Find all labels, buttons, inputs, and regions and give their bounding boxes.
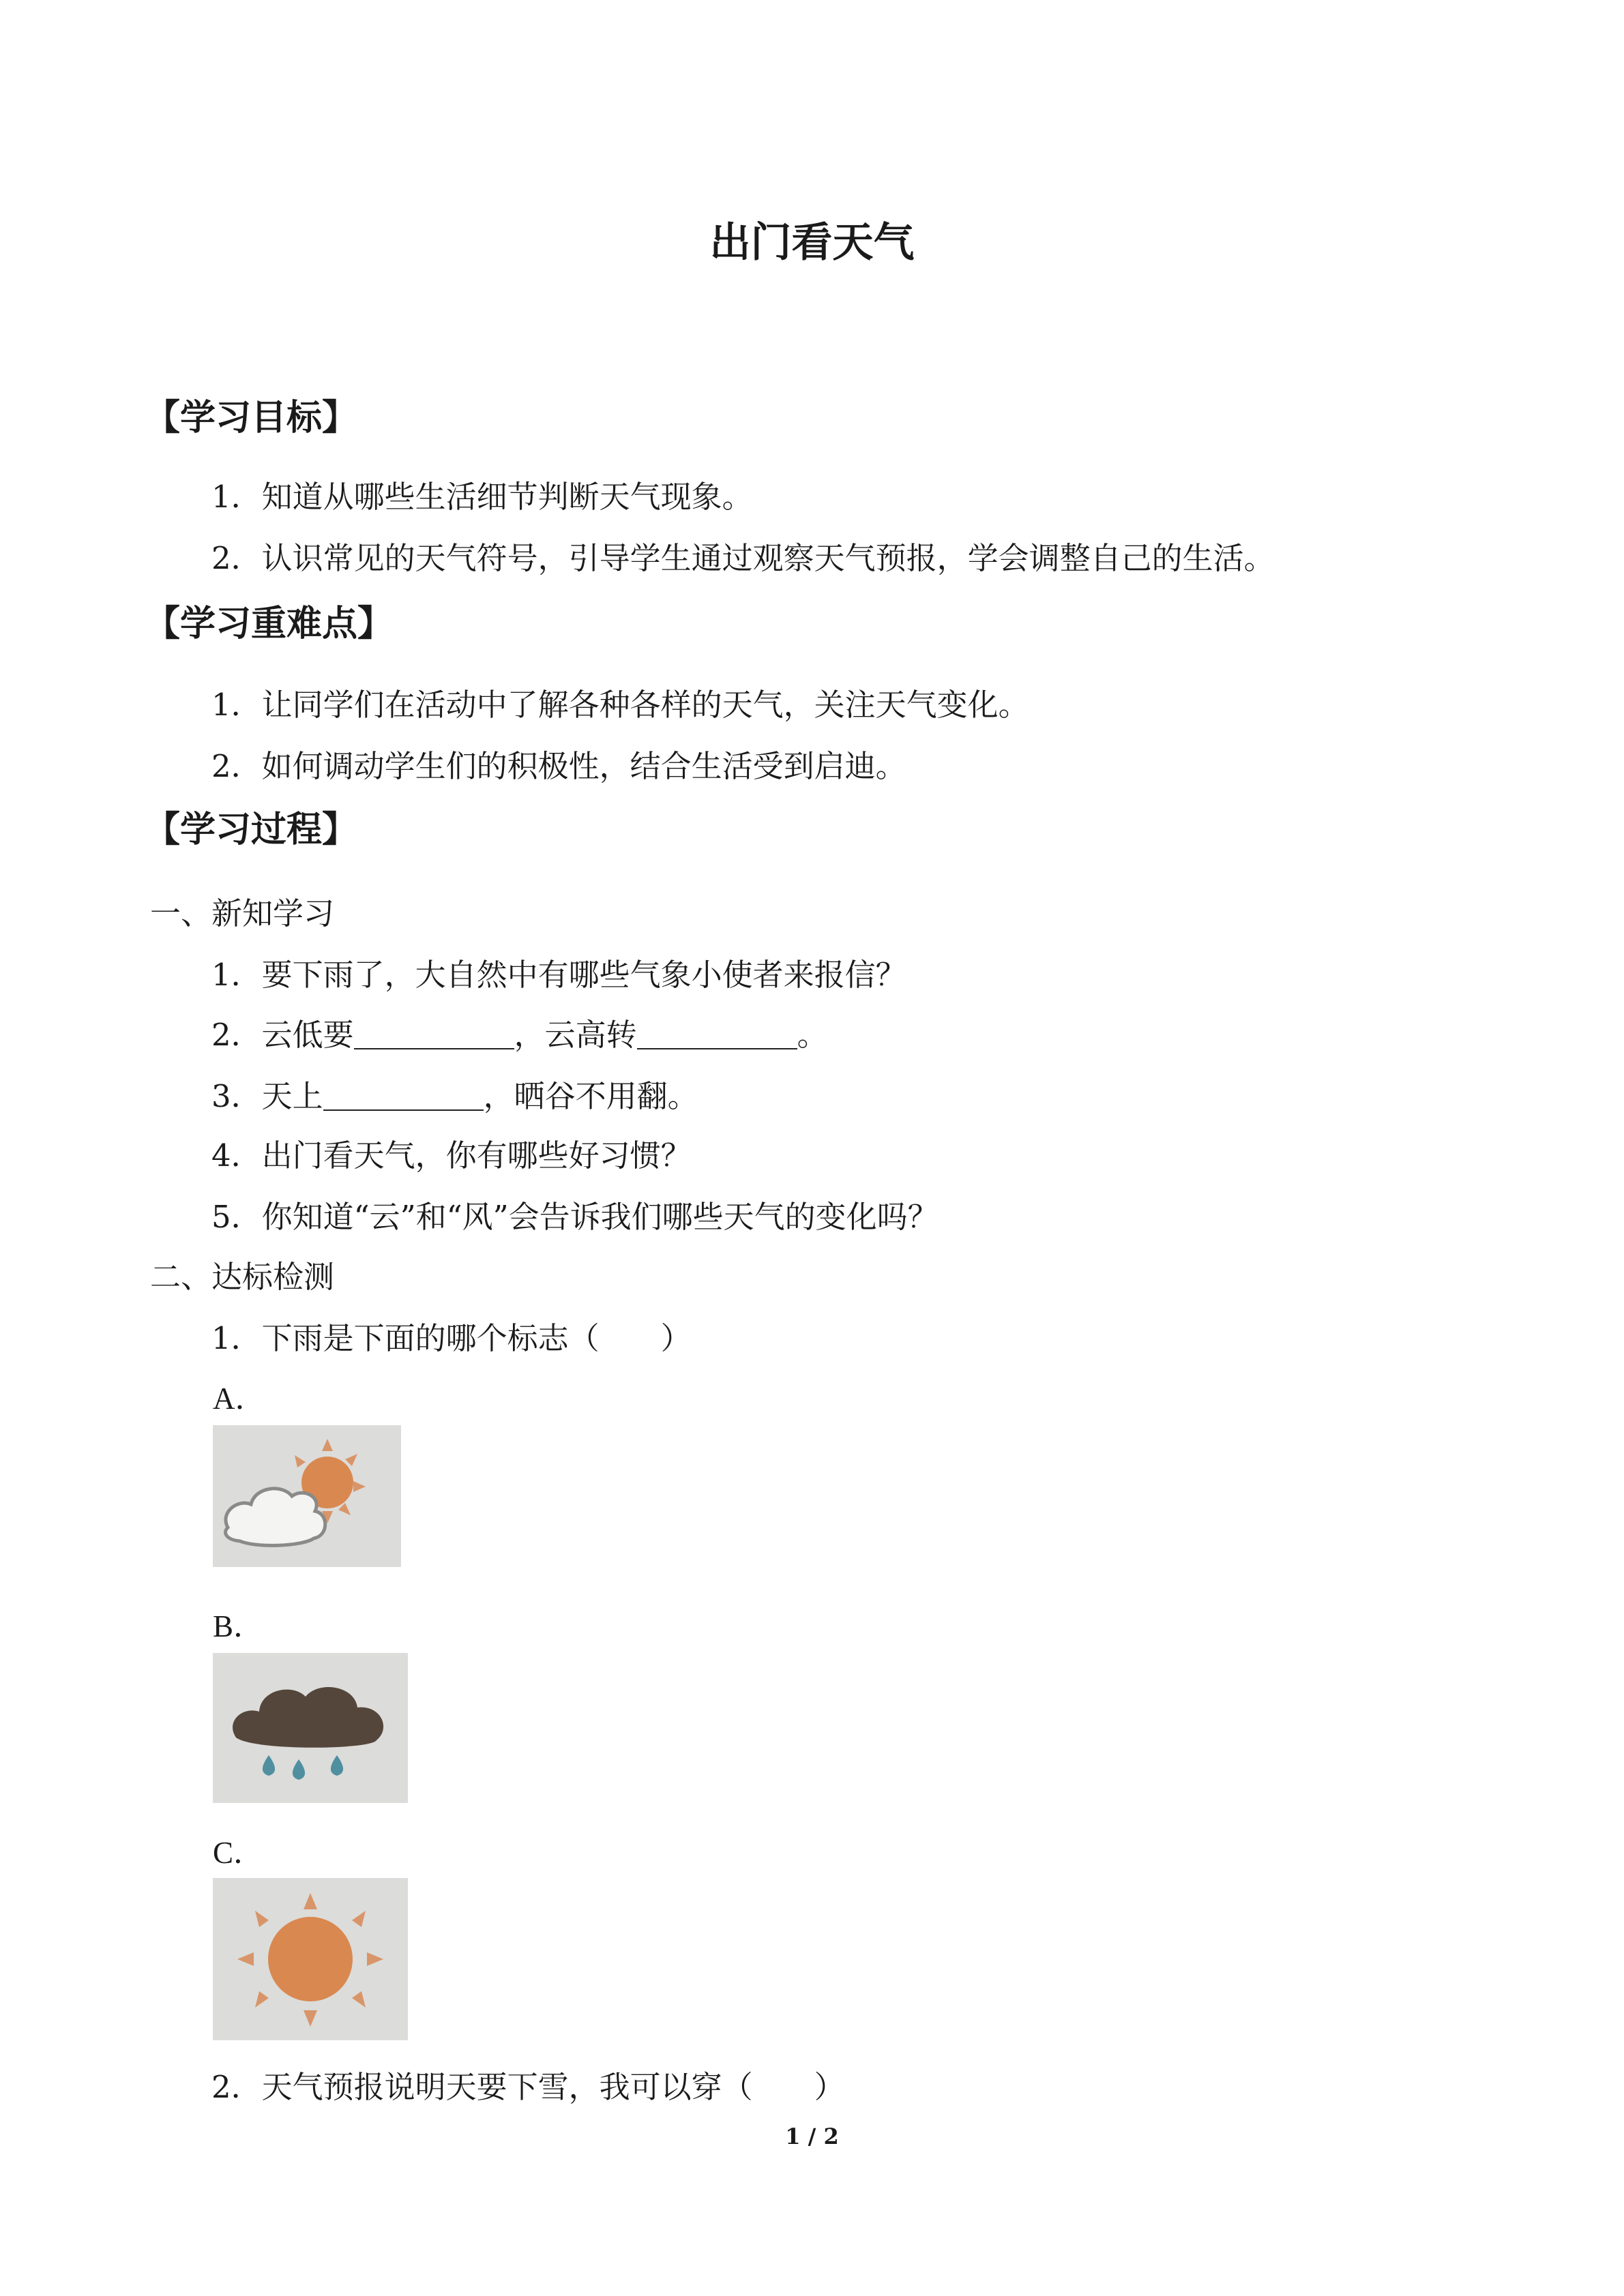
rain-cloud-icon xyxy=(213,1653,408,1803)
page-number: 1 / 2 xyxy=(785,2123,839,2149)
option-b-image[interactable] xyxy=(213,1653,408,1806)
section-heading-process: 【学习过程】 xyxy=(145,809,358,850)
option-c-image[interactable] xyxy=(213,1878,408,2043)
sub-heading-assessment: 二、达标检测 xyxy=(150,1259,335,1295)
test-question-2-close: ） xyxy=(814,2069,845,2105)
question-2-text-b: ，云高转 xyxy=(514,1017,637,1053)
test-question-1-text: 1．下雨是下面的哪个标志（ xyxy=(211,1320,600,1356)
question-2-text-a: 2．云低要 xyxy=(211,1017,354,1053)
page-title: 出门看天气 xyxy=(709,219,915,267)
question-3-text-a: 3．天上 xyxy=(211,1078,323,1114)
option-a-label: A． xyxy=(213,1382,266,1416)
question-3 xyxy=(211,1071,698,1116)
test-question-2 xyxy=(211,2062,845,2106)
section-heading-goals: 【学习目标】 xyxy=(145,398,358,438)
answer-blank[interactable] xyxy=(637,1019,797,1049)
key-point-item-1: 1．让同学们在活动中了解各种各样的天气，关注天气变化。 xyxy=(211,687,1029,723)
question-3-text-b: ，晒谷不用翻。 xyxy=(483,1078,698,1114)
question-5: 5．你知道“云”和“风”会告诉我们哪些天气的变化吗？ xyxy=(211,1199,939,1235)
question-1: 1．要下雨了，大自然中有哪些气象小使者来报信？ xyxy=(211,957,906,993)
test-question-2-text: 2．天气预报说明天要下雪，我可以穿（ xyxy=(211,2069,753,2105)
option-c-label: C． xyxy=(213,1836,265,1870)
goal-item-1: 1．知道从哪些生活细节判断天气现象。 xyxy=(211,479,753,515)
key-point-item-2: 2．如何调动学生们的积极性，结合生活受到启迪。 xyxy=(211,748,906,784)
test-question-1-close: ） xyxy=(660,1320,692,1356)
option-a-image[interactable] xyxy=(213,1425,401,1570)
section-heading-key-points: 【学习重难点】 xyxy=(145,603,394,644)
question-2 xyxy=(211,1010,828,1054)
answer-blank[interactable] xyxy=(323,1081,484,1111)
question-2-text-c: 。 xyxy=(797,1017,828,1053)
option-b-label: B． xyxy=(213,1609,265,1643)
sun-icon xyxy=(213,1878,408,2040)
goal-item-2: 2．认识常见的天气符号，引导学生通过观察天气预报，学会调整自己的生活。 xyxy=(211,540,1275,576)
sub-heading-new-knowledge: 一、新知学习 xyxy=(150,895,335,931)
answer-blank[interactable] xyxy=(354,1019,514,1049)
question-4: 4．出门看天气，你有哪些好习惯？ xyxy=(211,1137,692,1174)
sun-behind-cloud-icon xyxy=(213,1425,401,1567)
test-question-1 xyxy=(211,1313,692,1358)
